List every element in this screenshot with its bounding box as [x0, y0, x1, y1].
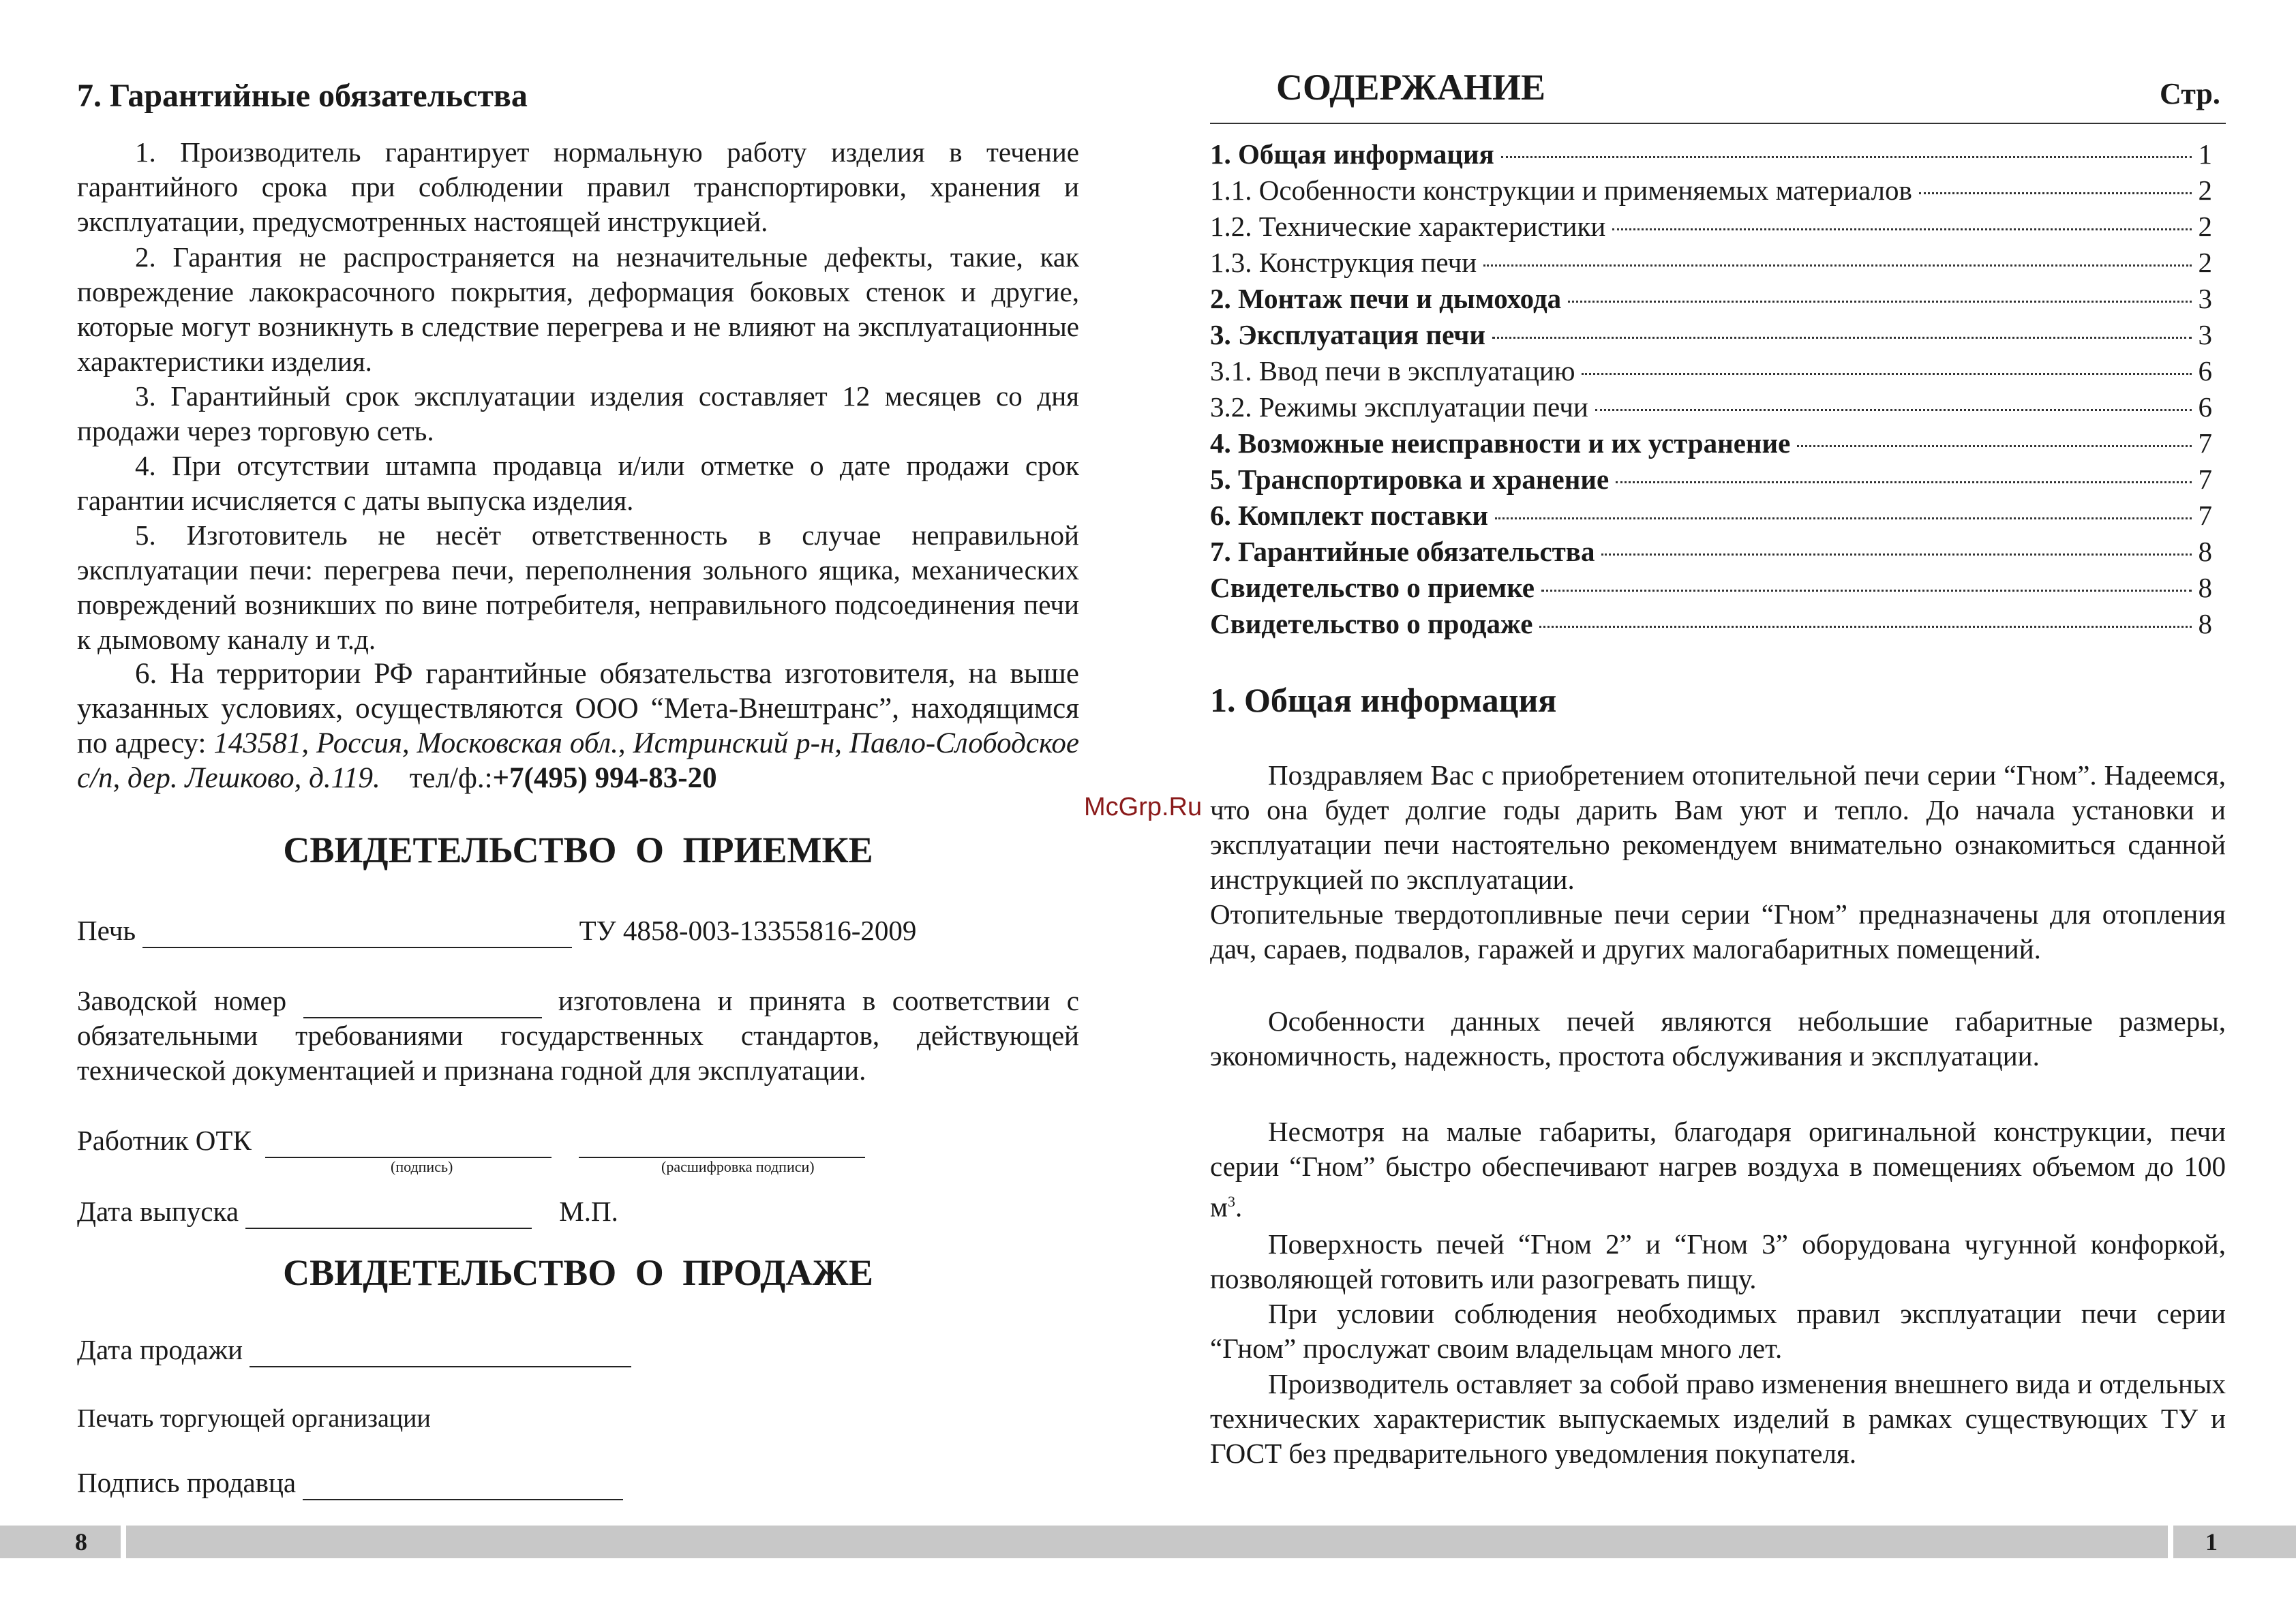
phone: +7(495) 994-83-20	[492, 762, 717, 794]
intro-p2: Отопительные твердотопливные печи серии “Гном” предназначены для отопления дач, сараев, подвалов, гаражей и других малогабаритных помещений.	[1210, 898, 2226, 965]
toc-page: 2	[2198, 211, 2212, 242]
toc-entry: 7. Гарантийные обязательства	[1210, 536, 1595, 567]
address: 143581, Россия, Московская обл., Истринский р-н, Павло-Слободское с/п, дер. Лешково, д.119.	[77, 727, 1080, 794]
toc-page: 8	[2198, 572, 2212, 603]
toc-leader	[1495, 517, 2191, 519]
page-number-right: 1	[2205, 1528, 2218, 1556]
toc-row	[1210, 209, 2212, 245]
footer-gap-left	[121, 1526, 126, 1558]
toc-leader	[1797, 445, 2191, 447]
toc-page: 6	[2198, 355, 2212, 386]
toc-page: 2	[2198, 175, 2212, 206]
toc-entry: 3.1. Ввод печи в эксплуатацию	[1210, 355, 1575, 386]
intro-p7: Производитель оставляет за собой право изменения внешнего вида и отдельных технических характеристик выпускаемых изделий в рамках существующих ТУ и ГОСТ без предварительного уведомления покупателя.	[1210, 1368, 2226, 1469]
decoding-caption: (расшифровка подписи)	[661, 1158, 815, 1175]
warranty-item-5: 5. Изготовитель не несёт ответственность в случае неправильной эксплуатации печи: перегрева печи, переполнения зольного ящика, механических повреждений возникших по вине потребителя, неправильного подсоединения печи к дымовому каналу и т.д.	[77, 519, 1079, 655]
intro-p5: Поверхность печей “Гном 2” и “Гном 3” оборудована чугунной конфоркой, позволяющей готовить или разогревать пищу.	[1210, 1228, 2226, 1294]
acceptance-title: СВИДЕТЕЛЬСТВО О ПРИЕМКЕ	[283, 830, 873, 870]
toc-entry: Свидетельство о приемке	[1210, 572, 1535, 603]
toc-page: 2	[2198, 247, 2212, 278]
toc-leader	[1541, 590, 2191, 592]
sale-date-line: Дата продажи	[77, 1333, 1079, 1367]
signature-caption: (подпись)	[391, 1158, 453, 1175]
toc-row	[1210, 425, 2212, 461]
warranty-item-2: 2. Гарантия не распространяется на незначительные дефекты, такие, как повреждение лакокрасочного покрытия, деформация боковых стенок и другие, которые могут возникнуть в следствие перегрева и не влияют на эксплуатационные характеристики изделия.	[77, 241, 1079, 377]
intro-p6: При условии соблюдения необходимых правил эксплуатации печи серии “Гном” прослужат своим владельцам много лет.	[1210, 1298, 2226, 1364]
toc-row	[1210, 498, 2212, 534]
intro-p1: Поздравляем Вас с приобретением отопительной печи серии “Гном”. Надеемся, что она будет долгие годы дарить Вам уют и тепло. До начала установки и эксплуатации печи настоятельно рекомендуем внимательно ознакомиться сданной инструкцией по эксплуатации.	[1210, 759, 2226, 895]
toc-entry: 2. Монтаж печи и дымохода	[1210, 283, 1562, 314]
footer-gap-right	[2168, 1526, 2173, 1558]
toc-page: 7	[2198, 427, 2212, 459]
toc-page: 8	[2198, 536, 2212, 567]
toc-page-header: Стр.	[2160, 77, 2220, 110]
toc-row	[1210, 136, 2212, 172]
intro-p3: Особенности данных печей являются небольшие габаритные размеры, экономичность, надежность, простота обслуживания и эксплуатации.	[1210, 1005, 2226, 1072]
intro-p4: Несмотря на малые габариты, благодаря оригинальной конструкции, печи серии “Гном” быстро обеспечивают нагрев воздуха в помещениях объемом до 100 $м^3$.	[1210, 1116, 2226, 1223]
toc-rule	[1210, 123, 2226, 124]
toc-row	[1210, 570, 2212, 606]
toc-row	[1210, 534, 2212, 570]
toc-list	[1210, 136, 2212, 642]
toc-row	[1210, 172, 2212, 209]
toc-leader	[1539, 626, 2191, 628]
toc-leader	[1616, 481, 2191, 483]
toc-entry: 1.1. Особенности конструкции и применяемых материалов	[1210, 175, 1912, 206]
general-info-title: 1. Общая информация	[1210, 681, 1557, 719]
oven-line: Печь ТУ 4858-003-13355816-2009	[77, 913, 1079, 948]
toc-row	[1210, 606, 2212, 642]
otk-line: Работник ОТК	[77, 1123, 1079, 1158]
toc-page: 7	[2198, 464, 2212, 495]
toc-page: 3	[2198, 319, 2212, 350]
release-date-line: Дата выпуска М.П.	[77, 1194, 1079, 1229]
toc-row	[1210, 245, 2212, 281]
toc-page: 1	[2198, 138, 2212, 170]
toc-entry: 3. Эксплуатация печи	[1210, 319, 1485, 350]
page-number-left: 8	[75, 1528, 87, 1556]
toc-row	[1210, 281, 2212, 317]
shop-stamp: Печать торгующей организации	[77, 1404, 431, 1433]
toc-row	[1210, 461, 2212, 498]
toc-leader	[1612, 228, 2191, 230]
seller-sign-line: Подпись продавца	[77, 1466, 1079, 1500]
warranty-item-3: 3. Гарантийный срок эксплуатации изделия составляет 12 месяцев со дня продажи через торговую сеть.	[77, 380, 1079, 446]
serial-text: Заводской номер изготовлена и принята в соответствии с обязательными требованиями государственных стандартов, действующей технической документацией и признана годной для эксплуатации.	[77, 985, 1079, 1086]
toc-entry: 1.2. Технические характеристики	[1210, 211, 1606, 242]
toc-entry: 3.2. Режимы эксплуатации печи	[1210, 391, 1588, 423]
toc-entry: 5. Транспортировка и хранение	[1210, 464, 1610, 495]
toc-row	[1210, 353, 2212, 389]
warranty-item-4: 4. При отсутствии штампа продавца и/или отметке о дате продажи срок гарантии исчисляется с даты выпуска изделия.	[77, 450, 1079, 516]
warranty-item-1: 1. Производитель гарантирует нормальную работу изделия в течение гарантийного срока при соблюдении правил транспортировки, хранения и эксплуатации, предусмотренных настоящей инструкцией.	[77, 136, 1079, 237]
toc-entry: 1. Общая информация	[1210, 138, 1494, 170]
toc-leader	[1601, 553, 2191, 556]
toc-leader	[1595, 409, 2192, 411]
sale-title: СВИДЕТЕЛЬСТВО О ПРОДАЖЕ	[283, 1252, 873, 1293]
toc-row	[1210, 317, 2212, 353]
watermark: McGrp.Ru	[1084, 793, 1203, 821]
toc-title: СОДЕРЖАНИЕ	[1276, 67, 1545, 108]
toc-page: 7	[2198, 500, 2212, 531]
footer-bar	[0, 1526, 2296, 1558]
warranty-item-6: 6. На территории РФ гарантийные обязательства изготовителя, на выше указанных условиях, осуществляются ООО “Мета-Внештранс”, находящимся по адресу: 143581, Россия, Московская обл., Истринский р-н, Павло-Слободское с/п, дер. Лешково, д.119. тел/ф.:+7(495) 994-83-20	[77, 658, 1080, 794]
toc-entry: 4. Возможные неисправности и их устранение	[1210, 427, 1791, 459]
toc-page: 3	[2198, 283, 2212, 314]
toc-row	[1210, 389, 2212, 425]
toc-entry: Свидетельство о продаже	[1210, 608, 1533, 639]
toc-entry: 6. Комплект поставки	[1210, 500, 1489, 531]
toc-leader	[1582, 373, 2191, 375]
toc-page: 6	[2198, 391, 2212, 423]
toc-leader	[1568, 301, 2191, 303]
toc-leader	[1501, 156, 2192, 158]
toc-leader	[1492, 337, 2192, 339]
toc-leader	[1919, 192, 2192, 194]
section-7-title: 7. Гарантийные обязательства	[77, 78, 528, 114]
toc-leader	[1483, 264, 2191, 267]
toc-page: 8	[2198, 608, 2212, 639]
toc-entry: 1.3. Конструкция печи	[1210, 247, 1477, 278]
